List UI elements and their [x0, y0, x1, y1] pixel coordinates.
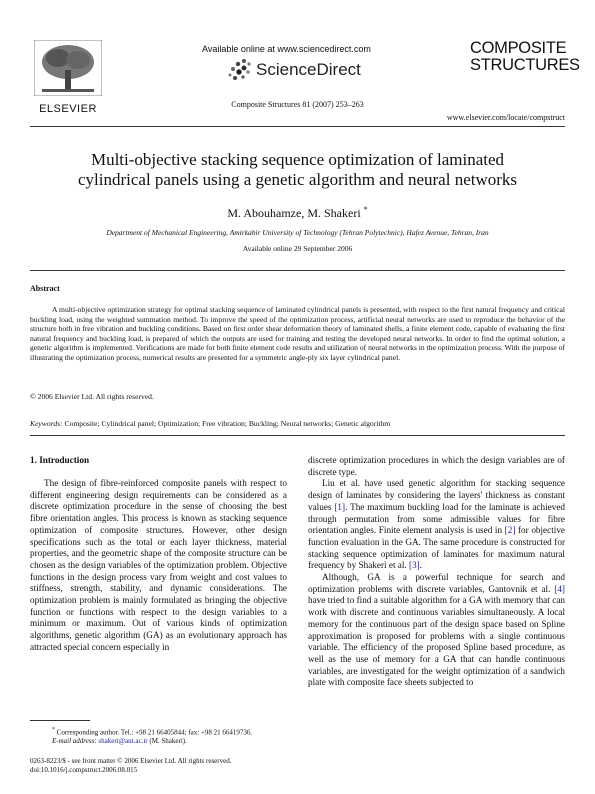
- citation-link-3[interactable]: [3]: [409, 560, 420, 571]
- affiliation: Department of Mechanical Engineering, Amirkabir University of Technology (Tehran Polytechnic), Hafez Avenue, Tehran, Iran: [106, 228, 489, 237]
- paragraph-text: Although, GA is a powerful technique for search and optimization problems with discrete variables, Gantovnik et al.: [308, 572, 565, 594]
- abstract-top-rule: [30, 270, 565, 271]
- author-footnote-mark[interactable]: *: [363, 205, 368, 214]
- journal-url[interactable]: www.elsevier.com/locate/compstruct: [446, 113, 565, 122]
- journal-title: [470, 39, 580, 74]
- abstract-bottom-rule: [30, 435, 565, 436]
- header-rule: [30, 126, 565, 127]
- author-names: M. Abouhamze, M. Shakeri: [227, 206, 361, 220]
- sciencedirect-dots-icon: [226, 58, 252, 82]
- journal-title-line2: STRUCTURES: [470, 56, 580, 74]
- abstract-text: A multi-objective optimization strategy for optimal stacking sequence of laminated cylindrical panels is presented, with respect to the first natural frequency and critical buckling load, using the weighted summation method. To improve the speed of the optimization process, artificial neural networks are used to reproduce the behavior of the structure both in free vibration and buckling conditions. Based on first order shear deformation theory of laminated shells, a finite element code, capable of evaluating the first natural frequency and buckling load, is prepared of which the outputs are used for training and testing the developed neural networks. In order to find the optimal solution, a genetic algorithm is implemented. Verifications are made for both finite element code results and utilization of neural networks in the optimization process. With the purpose of illustrating the optimization process, numerical results are presented for a symmetric angle-ply six layer cylindrical panel.: [30, 305, 565, 362]
- email-line: [30, 737, 295, 746]
- available-date: Available online 29 September 2006: [242, 244, 353, 253]
- abstract-copyright: © 2006 Elsevier Ltd. All rights reserved.: [30, 392, 154, 401]
- paragraph-text: . The maximum buckling load for the laminate is achieved through permutation from some admissible values for fibre orientation angles. Finite element analysis is used in: [308, 501, 565, 536]
- citation-link-4[interactable]: [4]: [554, 583, 565, 594]
- intro-paragraph-4: [308, 572, 565, 689]
- email-label: E-mail address:: [52, 737, 97, 746]
- keywords-label: Keywords:: [30, 419, 63, 428]
- intro-paragraph-3: [308, 478, 565, 572]
- right-column: [308, 455, 565, 689]
- sciencedirect-wordmark: ScienceDirect: [256, 60, 361, 79]
- publisher-name: ELSEVIER: [39, 103, 97, 115]
- authors: [0, 205, 595, 221]
- available-online-text: Available online at www.sciencedirect.com: [202, 44, 371, 54]
- doi-line[interactable]: doi:10.1016/j.compstruct.2006.08.015: [30, 766, 138, 774]
- email-link[interactable]: shakeri@aut.ac.ir: [98, 737, 148, 746]
- abstract-heading: Abstract: [30, 284, 60, 293]
- paragraph-text: Liu et al. have used genetic algorithm for stacking sequence design of laminates by considering the layers' thickness as constant values: [308, 478, 565, 512]
- left-column: [30, 478, 287, 654]
- paragraph-text: .: [419, 560, 423, 571]
- article-title-line2: cylindrical panels using a genetic algorithm and neural networks: [77, 170, 518, 189]
- email-suffix: (M. Shakeri).: [149, 737, 187, 746]
- elsevier-tree-icon: [34, 40, 102, 96]
- footnote-mark: *: [52, 727, 55, 733]
- article-title-line1: Multi-objective stacking sequence optimization of laminated: [90, 150, 505, 169]
- issn-line: 0263-8223/$ - see front matter © 2006 Elsevier Ltd. All rights reserved.: [30, 757, 232, 765]
- paragraph-text: have tried to find a suitable algorithm for a GA with memory that can work with discrete and continuous variables simultaneously. A local memory for the continuous part of the design space based on Spline approximation is proposed for problems with a single continuous variable. The efficiency of the proposed Spline based procedure, as well as the use of memory for a GA that can handle continuous variables, are investigated for the weight optimization of a sandwich plate with composite face sheets subjected to: [308, 595, 565, 688]
- citation-link-2[interactable]: [2]: [504, 525, 516, 536]
- intro-paragraph-2: discrete optimization procedures in which the design variables are of discrete type.: [308, 455, 565, 477]
- keywords: [30, 419, 390, 428]
- article-title: [40, 150, 555, 190]
- issn-block: [30, 757, 231, 775]
- footnote-rule: [30, 720, 90, 721]
- corresponding-text: Corresponding author. Tel.: +98 21 66405844; fax: +98 21 66419736.: [56, 728, 253, 737]
- keywords-list: Composite; Cylindrical panel; Optimization; Free vibration; Buckling; Neural networks; Genetic algorithm: [64, 419, 391, 428]
- corresponding-author: [30, 726, 295, 737]
- journal-title-line1: COMPOSITE: [470, 39, 567, 57]
- paragraph-text: for objective function evaluation in the GA. The same procedure is constructed for stacking sequence optimization of laminates for maximum natural frequency by Shakeri et al.: [308, 525, 565, 571]
- sciencedirect-logo: [226, 58, 361, 82]
- journal-reference: Composite Structures 81 (2007) 253–263: [231, 100, 364, 109]
- citation-link-1[interactable]: [1]: [334, 501, 346, 512]
- footnote: [30, 726, 295, 746]
- intro-paragraph-1: The design of fibre-reinforced composite panels with respect to different engineering design requirements can be considered as a discrete optimization procedure in the sense of choosing the best fibre orientation angles. This process is known as stacking sequence optimization of composite structures. However, other design specifications such as the total or each layer thickness, material properties, and the geometric shape of the composite structure can be chosen as the design variables of the optimization problem. Objective functions in the design process vary from weight and cost values to stiffness, strength, stability, and dynamic considerations. The optimization problem is mainly formulated as bringing the objective function or functions with respect to the design variables to a minimum or maximum. Out of various kinds of optimization algorithms, genetic algorithm (GA) as an evolutionary approach has attracted special concern especially in: [30, 478, 287, 652]
- section-heading: 1. Introduction: [30, 455, 90, 465]
